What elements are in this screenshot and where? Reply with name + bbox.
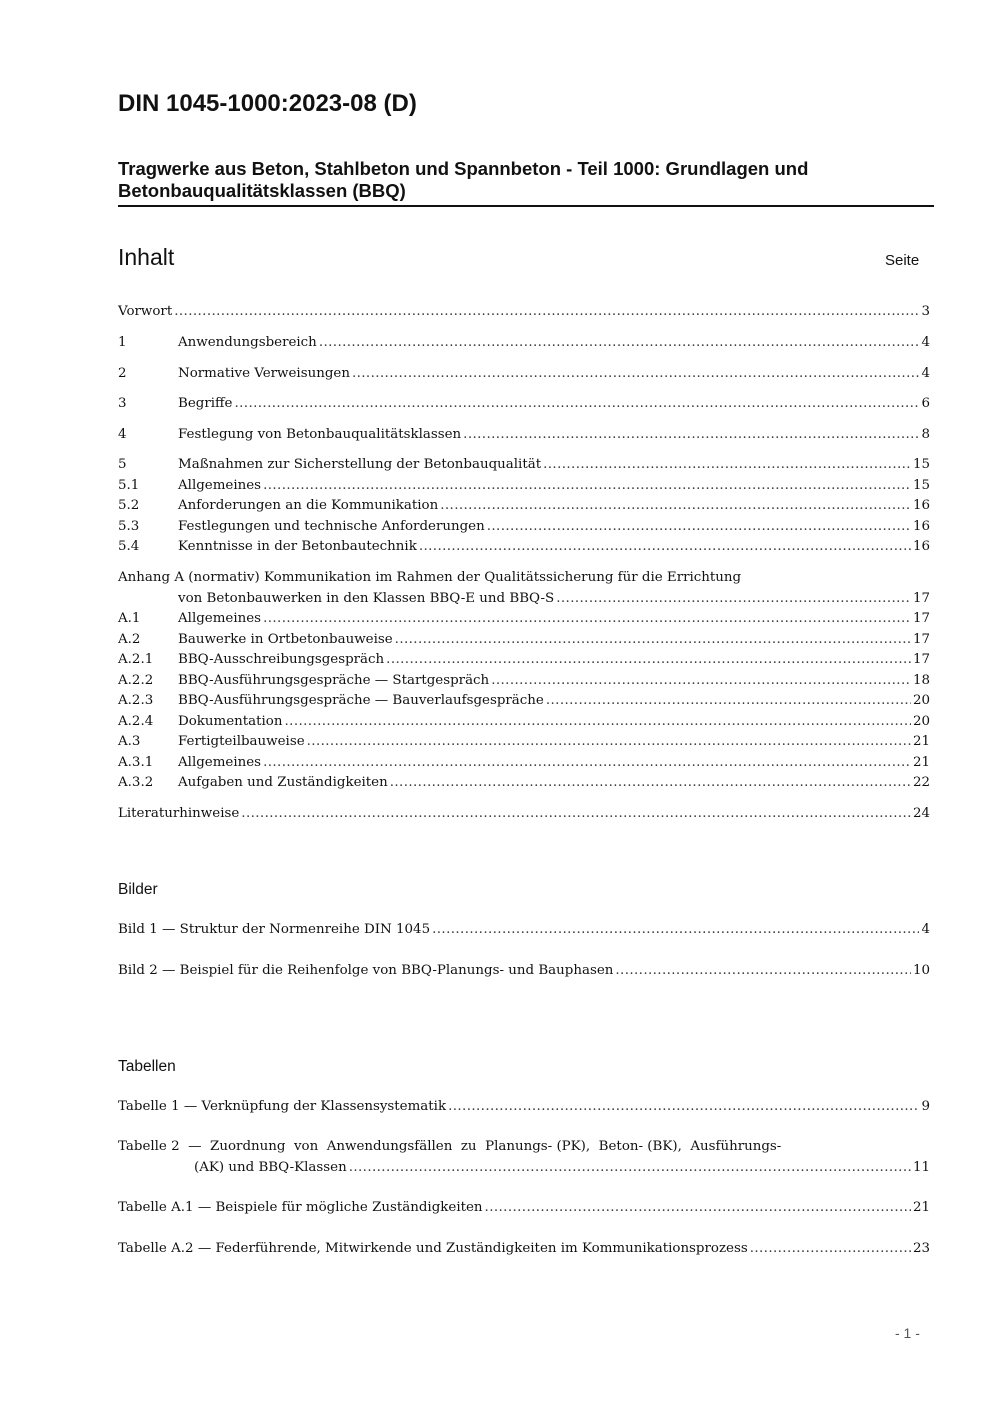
- toc-entry[interactable]: [118, 609, 930, 629]
- toc-entry-page: 16: [912, 498, 930, 513]
- dot-leader: [395, 630, 911, 650]
- table-entry-title: Tabelle A.2 — Federführende, Mitwirkende und Zuständigkeiten im Kommunikationsprozess: [118, 1241, 748, 1256]
- toc-entry-number: 2: [118, 366, 127, 381]
- dot-leader: [234, 394, 919, 414]
- toc-entry[interactable]: [118, 476, 930, 496]
- toc-entry-page: 6: [921, 396, 930, 411]
- dot-leader: [263, 476, 911, 496]
- toc-entry-page: 22: [912, 775, 930, 790]
- toc-entry-page: 17: [912, 632, 930, 647]
- toc-entry-number: 5: [118, 457, 127, 472]
- toc-entry-page: 18: [912, 673, 930, 688]
- toc-entry-page: 8: [921, 427, 930, 442]
- toc-entry-number: A.2.2: [118, 673, 154, 688]
- toc-entry[interactable]: [118, 732, 930, 752]
- figure-entry[interactable]: [118, 920, 930, 940]
- dot-leader: [448, 1097, 919, 1117]
- toc-entry-number: A.3.2: [118, 775, 154, 790]
- dot-leader: [491, 671, 911, 691]
- toc-entry[interactable]: [118, 455, 930, 475]
- toc-entry-page: 16: [912, 519, 930, 534]
- dot-leader: [463, 425, 919, 445]
- dot-leader: [241, 804, 911, 824]
- table-entry-page: 23: [912, 1241, 930, 1256]
- toc-entry-number: 1: [118, 335, 127, 350]
- toc-entry-title: Festlegungen und technische Anforderungen: [178, 519, 485, 534]
- toc-entry-page: 17: [912, 652, 930, 667]
- toc-entry[interactable]: [118, 671, 930, 691]
- dot-leader: [285, 712, 911, 732]
- toc-entry-number: A.3: [118, 734, 141, 749]
- table-entry-page: 11: [912, 1160, 930, 1175]
- document-code: DIN 1045-1000:2023-08 (D): [118, 90, 417, 117]
- dot-leader: [352, 364, 920, 384]
- toc-entry[interactable]: [118, 394, 930, 414]
- dot-leader: [319, 333, 920, 353]
- dot-leader: [543, 455, 911, 475]
- toc-entry-title: Vorwort: [118, 304, 173, 319]
- toc-entry-title: BBQ-Ausschreibungsgespräch: [178, 652, 385, 667]
- table-entry[interactable]: [118, 1239, 930, 1259]
- figure-entry-page: 10: [912, 963, 930, 978]
- toc-entry-number: A.3.1: [118, 755, 154, 770]
- table-entry[interactable]: [194, 1158, 930, 1178]
- page-column-label: Seite: [885, 252, 920, 269]
- toc-entry-page: 3: [921, 304, 930, 319]
- toc-entry[interactable]: [118, 712, 930, 732]
- table-entry-title: (AK) und BBQ-Klassen: [194, 1160, 347, 1175]
- dot-leader: [432, 920, 919, 940]
- toc-entry-number: A.2.4: [118, 714, 154, 729]
- tables-heading: Tabellen: [118, 1058, 176, 1075]
- toc-entry-number: 5.3: [118, 519, 140, 534]
- toc-entry-number: A.2.1: [118, 652, 154, 667]
- toc-entry-page: 20: [912, 714, 930, 729]
- toc-entry[interactable]: [118, 773, 930, 793]
- toc-entry[interactable]: [118, 517, 930, 537]
- toc-entry-title: Festlegung von Betonbauqualitätsklassen: [178, 427, 462, 442]
- table-entry[interactable]: [118, 1097, 930, 1117]
- dot-leader: [263, 609, 911, 629]
- toc-entry[interactable]: [118, 691, 930, 711]
- toc-entry-number: A.1: [118, 611, 141, 626]
- toc-entry-title: Maßnahmen zur Sicherstellung der Betonbauqualität: [178, 457, 542, 472]
- toc-entry[interactable]: [178, 589, 930, 609]
- toc-entry[interactable]: [118, 630, 930, 650]
- toc-entry-page: 15: [912, 457, 930, 472]
- toc-entry-page: 21: [912, 734, 930, 749]
- toc-entry-page: 4: [921, 366, 930, 381]
- toc-entry-title-line1[interactable]: Anhang A (normativ) Kommunikation im Rahmen der Qualitätssicherung für die Errichtung: [118, 570, 742, 585]
- toc-entry-title: Allgemeines: [178, 478, 262, 493]
- toc-entry[interactable]: [118, 804, 930, 824]
- dot-leader: [174, 302, 919, 322]
- toc-entry[interactable]: [118, 333, 930, 353]
- figure-entry-page: 4: [921, 922, 930, 937]
- toc-entry-title: Bauwerke in Ortbetonbauweise: [178, 632, 393, 647]
- page-number: - 1 -: [895, 1325, 920, 1341]
- dot-leader: [485, 1198, 911, 1218]
- dot-leader: [615, 961, 911, 981]
- dot-leader: [349, 1158, 911, 1178]
- toc-entry-title: Dokumentation: [178, 714, 283, 729]
- figure-entry[interactable]: [118, 961, 930, 981]
- toc-entry[interactable]: [118, 425, 930, 445]
- toc-entry-page: 15: [912, 478, 930, 493]
- dot-leader: [419, 537, 911, 557]
- toc-entry-page: 20: [912, 693, 930, 708]
- toc-entry-number: A.2: [118, 632, 141, 647]
- toc-entry-title: Fertigteilbauweise: [178, 734, 305, 749]
- toc-entry-number: 5.1: [118, 478, 140, 493]
- toc-entry-number: 4: [118, 427, 127, 442]
- dot-leader: [750, 1239, 911, 1259]
- toc-entry-title: Literaturhinweise: [118, 806, 240, 821]
- table-entry-page: 21: [912, 1200, 930, 1215]
- toc-entry[interactable]: [118, 650, 930, 670]
- toc-entry[interactable]: [118, 496, 930, 516]
- toc-entry-page: 21: [912, 755, 930, 770]
- table-entry[interactable]: [118, 1198, 930, 1218]
- toc-entry-number: 3: [118, 396, 127, 411]
- figures-heading: Bilder: [118, 881, 158, 898]
- toc-entry[interactable]: [118, 537, 930, 557]
- toc-entry-title: von Betonbauwerken in den Klassen BBQ-E und BBQ-S: [178, 591, 555, 606]
- toc-entry-title: Allgemeines: [178, 755, 262, 770]
- toc-entry-number: A.2.3: [118, 693, 154, 708]
- toc-entry-title: Begriffe: [178, 396, 233, 411]
- table-entry-title-line1[interactable]: Tabelle 2 — Zuordnung von Anwendungsfällen zu Planungs- (PK), Beton- (BK), Ausführungs-: [118, 1139, 782, 1154]
- toc-entry-title: Anforderungen an die Kommunikation: [178, 498, 439, 513]
- toc-entry-title: BBQ-Ausführungsgespräche — Bauverlaufsgespräche: [178, 693, 544, 708]
- figure-entry-title: Bild 2 — Beispiel für die Reihenfolge von BBQ-Planungs- und Bauphasen: [118, 963, 614, 978]
- toc-entry-title: Anwendungsbereich: [178, 335, 317, 350]
- dot-leader: [487, 517, 911, 537]
- table-entry-title: Tabelle A.1 — Beispiele für mögliche Zuständigkeiten: [118, 1200, 483, 1215]
- dot-leader: [546, 691, 911, 711]
- toc-entry-page: 16: [912, 539, 930, 554]
- dot-leader: [386, 650, 911, 670]
- toc-entry[interactable]: [118, 302, 930, 322]
- toc-entry-title: Aufgaben und Zuständigkeiten: [178, 775, 388, 790]
- figure-entry-title: Bild 1 — Struktur der Normenreihe DIN 1045: [118, 922, 431, 937]
- toc-entry-page: 24: [912, 806, 930, 821]
- toc-entry-number: 5.4: [118, 539, 140, 554]
- toc-entry-title: Kenntnisse in der Betonbautechnik: [178, 539, 417, 554]
- document-title: Tragwerke aus Beton, Stahlbeton und Spannbeton - Teil 1000: Grundlagen und Betonbauqualitätsklassen (BBQ): [118, 158, 809, 201]
- toc-entry[interactable]: [118, 753, 930, 773]
- dot-leader: [263, 753, 911, 773]
- table-entry-page: 9: [921, 1099, 930, 1114]
- toc-entry[interactable]: [118, 364, 930, 384]
- toc-heading: Inhalt: [118, 244, 175, 270]
- dot-leader: [390, 773, 911, 793]
- dot-leader: [556, 589, 911, 609]
- title-rule: [118, 205, 934, 207]
- toc-entry-page: 4: [921, 335, 930, 350]
- dot-leader: [440, 496, 911, 516]
- toc-entry-title: BBQ-Ausführungsgespräche — Startgespräch: [178, 673, 490, 688]
- toc-entry-title: Normative Verweisungen: [178, 366, 350, 381]
- dot-leader: [307, 732, 911, 752]
- toc-entry-number: 5.2: [118, 498, 140, 513]
- toc-entry-title: Allgemeines: [178, 611, 262, 626]
- toc-entry-page: 17: [912, 611, 930, 626]
- toc-entry-page: 17: [912, 591, 930, 606]
- table-entry-title: Tabelle 1 — Verknüpfung der Klassensystematik: [118, 1099, 447, 1114]
